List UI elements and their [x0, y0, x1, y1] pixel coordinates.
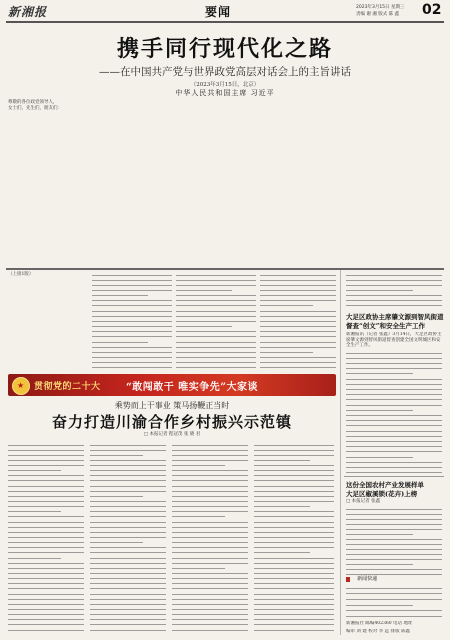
lead-headline: 携手同行现代化之路 [116, 36, 333, 62]
right-article1-headline-2: 督查“创文”和安全生产工作 [346, 322, 425, 330]
newspaper-logo: 新湘报 [8, 5, 48, 19]
date-line: 2023年3月15日 星期三 [356, 5, 405, 10]
lead-body-col5 [288, 100, 352, 264]
feature-col1 [8, 442, 84, 632]
right-article1-headline-1: 大足区政协主席肇文源到智风街道 [346, 313, 444, 321]
lead-body-col1 [8, 114, 72, 264]
campaign-banner [8, 374, 336, 396]
lead-byline: 中华人民共和国主席 习近平 [175, 89, 275, 97]
banner-tag: 贯彻党的二十大 [34, 382, 101, 392]
salutation-1: 尊敬的各位政党领导人， [8, 100, 58, 105]
feature-col3 [172, 442, 248, 632]
news-express-text: 新闻快递 [357, 576, 378, 582]
news-express-body [346, 585, 442, 619]
feature-byline: □ 本报记者 程冠茂 张 晓 君 [143, 432, 201, 437]
feature-col4 [254, 442, 334, 632]
right-divider-1 [344, 476, 444, 477]
right-article2-headline-2: 大足区椒溪锁(花卉)上榜 [346, 490, 418, 498]
right-top-text [346, 272, 442, 308]
right-article1-lead: 新湘报讯（记者 张鑫）3月14日，大足区政协主席肇文源到智风街道督查创建全国文明城区和安全生产工作。 [346, 332, 442, 348]
lead-dateline: （2023年3月15日，北京） [190, 82, 260, 88]
masthead [0, 0, 450, 22]
continuation-col1 [8, 280, 88, 370]
banner-emblem: ★ [12, 377, 30, 395]
feature-col2 [90, 442, 166, 632]
continued-label: （上接1版） [8, 272, 34, 277]
news-express-marker [346, 577, 350, 582]
banner-text: “敢闯敢干 唯实争先”大家谈 [126, 382, 258, 393]
lead-body-col4 [218, 100, 282, 264]
editor-line: 责编 谢 湘 版式 陈 鑫 [356, 12, 400, 17]
page-number: 02 [422, 2, 442, 18]
footer-line-1: 新湘报社 邮编402360 电话 地址 [346, 621, 413, 626]
footer-line-2: 编审 刘 建 校对 李 远 排版 陈鑫 [346, 629, 411, 634]
right-article2-headline-1: 这份全国农村产业发展样单 [346, 481, 424, 489]
salutation-2: 女士们，先生们，朋友们： [8, 106, 62, 111]
section-title: 要闻 [205, 5, 232, 19]
right-article2-body [346, 506, 442, 572]
continuation-col2 [92, 272, 172, 370]
continuation-col4 [260, 272, 336, 370]
continuation-col3 [176, 272, 256, 370]
right-article2-byline: □ 本报记者 张鑫 [346, 499, 381, 504]
section-divider [6, 268, 444, 270]
lead-body-col6 [358, 100, 442, 264]
feature-headline: 奋力打造川渝合作乡村振兴示范镇 [51, 413, 292, 431]
lead-body-col2 [78, 100, 142, 264]
column-divider [340, 270, 341, 635]
lead-subhead: ——在中国共产党与世界政党高层对话会上的主旨讲话 [99, 66, 351, 78]
lead-body-col3 [148, 100, 212, 264]
masthead-rule [6, 21, 444, 23]
news-express-label [346, 574, 442, 584]
feature-kicker: 乘势而上干事业 策马扬鞭正当时 [114, 401, 230, 410]
right-article1-body [346, 350, 442, 475]
